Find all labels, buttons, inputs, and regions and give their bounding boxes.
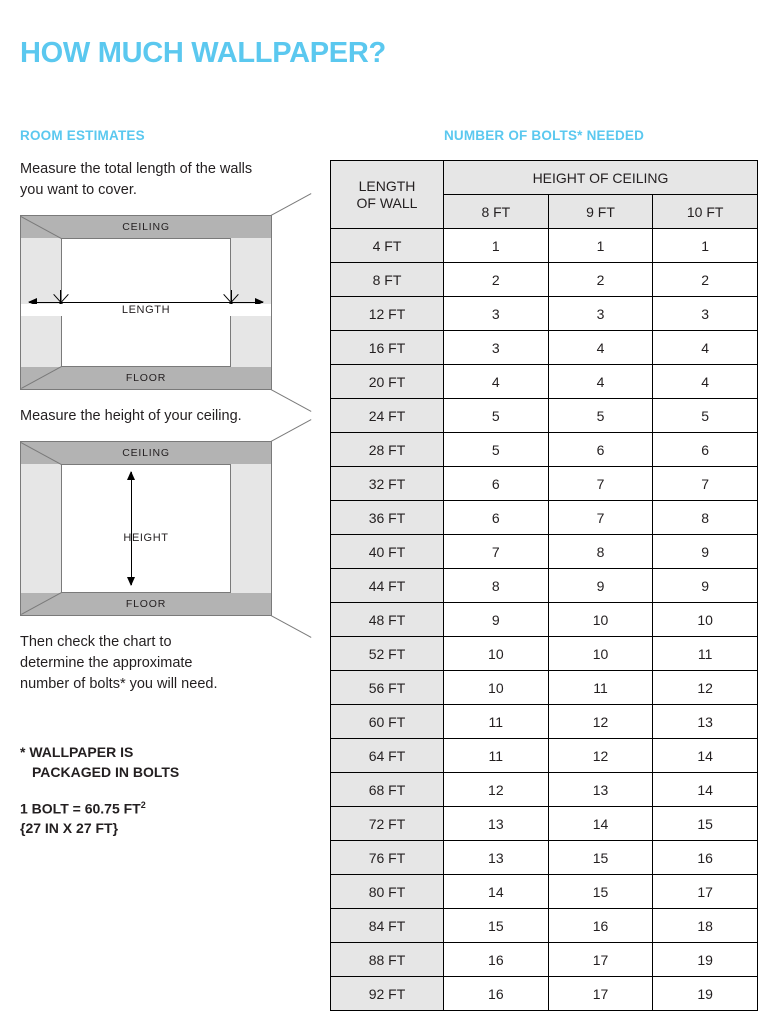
row-length-label: 28 FT [331, 433, 444, 467]
table-row [331, 841, 758, 875]
bolts-cell: 16 [444, 943, 549, 977]
room-diagram-length [20, 215, 272, 390]
bolts-cell: 5 [444, 433, 549, 467]
bolts-cell: 19 [653, 977, 758, 1011]
bolts-cell: 11 [548, 671, 653, 705]
bolts-cell: 11 [444, 739, 549, 773]
table-row [331, 365, 758, 399]
table-row [331, 263, 758, 297]
bolts-cell: 7 [548, 501, 653, 535]
column-header-9ft: 9 FT [548, 195, 653, 229]
row-length-label: 32 FT [331, 467, 444, 501]
bolts-cell: 2 [444, 263, 549, 297]
perspective-line-br [271, 389, 312, 412]
row-length-label: 48 FT [331, 603, 444, 637]
footnote-line-1: * WALLPAPER IS [20, 744, 134, 761]
table-row [331, 739, 758, 773]
bolt-conversion [20, 799, 310, 839]
table-row [331, 909, 758, 943]
length-of-wall-header [331, 161, 444, 229]
bolts-table-column [330, 128, 758, 1011]
row-length-label: 84 FT [331, 909, 444, 943]
table-row [331, 603, 758, 637]
bolts-cell: 16 [444, 977, 549, 1011]
table-header-row-1 [331, 161, 758, 195]
bolts-cell: 4 [653, 365, 758, 399]
bolts-cell: 12 [548, 739, 653, 773]
bolts-table-body [331, 229, 758, 1011]
height-label: HEIGHT [123, 532, 169, 545]
table-row [331, 229, 758, 263]
bolts-cell: 2 [548, 263, 653, 297]
bolts-cell: 13 [548, 773, 653, 807]
bolts-cell: 11 [653, 637, 758, 671]
bolts-cell: 5 [444, 399, 549, 433]
bolts-cell: 2 [653, 263, 758, 297]
bolts-cell: 6 [653, 433, 758, 467]
table-row [331, 875, 758, 909]
ceiling-label-2: CEILING [122, 447, 170, 460]
bolts-cell: 13 [653, 705, 758, 739]
bolts-cell: 9 [653, 569, 758, 603]
table-row [331, 501, 758, 535]
bolts-cell: 12 [444, 773, 549, 807]
row-length-label: 4 FT [331, 229, 444, 263]
bolts-cell: 13 [444, 841, 549, 875]
length-arrow [29, 302, 263, 303]
bolts-cell: 1 [548, 229, 653, 263]
bolts-cell: 11 [444, 705, 549, 739]
instruction-check-chart: Then check the chart to determine the approximate number of bolts* you will need. [20, 634, 218, 693]
instruction-measure-height: Measure the height of your ceiling. [20, 408, 242, 425]
ceiling-label: CEILING [122, 221, 170, 234]
row-length-label: 16 FT [331, 331, 444, 365]
floor-label-2: FLOOR [125, 598, 167, 611]
room-wall-left-2 [21, 442, 61, 615]
table-row [331, 467, 758, 501]
floor-label: FLOOR [125, 372, 167, 385]
height-arrow [131, 472, 132, 585]
bolts-cell: 4 [548, 331, 653, 365]
table-row [331, 705, 758, 739]
row-length-label: 56 FT [331, 671, 444, 705]
bolts-cell: 12 [548, 705, 653, 739]
bolts-cell: 4 [653, 331, 758, 365]
bolts-cell: 1 [444, 229, 549, 263]
column-header-8ft: 8 FT [444, 195, 549, 229]
row-length-label: 72 FT [331, 807, 444, 841]
room-wall-right-2 [231, 442, 271, 615]
bolts-cell: 6 [444, 501, 549, 535]
bolts-cell: 12 [653, 671, 758, 705]
bolts-cell: 10 [444, 637, 549, 671]
room-estimates-heading: ROOM ESTIMATES [20, 128, 145, 143]
page-title: HOW MUCH WALLPAPER? [20, 37, 386, 70]
bolts-cell: 10 [653, 603, 758, 637]
table-row [331, 977, 758, 1011]
perspective-line-tr-2 [271, 419, 312, 442]
row-length-label: 24 FT [331, 399, 444, 433]
row-length-label: 8 FT [331, 263, 444, 297]
bolts-cell: 16 [548, 909, 653, 943]
bolts-cell: 15 [444, 909, 549, 943]
bolt-area-text: 1 BOLT = 60.75 FT [20, 800, 141, 817]
row-length-label: 76 FT [331, 841, 444, 875]
perspective-line-tr [271, 193, 312, 216]
length-header-line-2: OF WALL [356, 194, 418, 211]
bolts-cell: 16 [653, 841, 758, 875]
bolts-cell: 6 [548, 433, 653, 467]
table-row [331, 807, 758, 841]
row-length-label: 44 FT [331, 569, 444, 603]
room-estimates-column [20, 128, 310, 839]
footnote-line-2: PACKAGED IN BOLTS [32, 763, 180, 780]
row-length-label: 52 FT [331, 637, 444, 671]
row-length-label: 12 FT [331, 297, 444, 331]
table-row [331, 569, 758, 603]
bolts-cell: 17 [548, 977, 653, 1011]
row-length-label: 88 FT [331, 943, 444, 977]
table-row [331, 433, 758, 467]
column-header-10ft: 10 FT [653, 195, 758, 229]
table-row [331, 637, 758, 671]
bolts-table [330, 160, 758, 1011]
perspective-line-br-2 [271, 615, 312, 638]
bolts-cell: 9 [653, 535, 758, 569]
table-row [331, 535, 758, 569]
row-length-label: 20 FT [331, 365, 444, 399]
table-row [331, 399, 758, 433]
room-back-wall-2 [61, 464, 231, 593]
bolts-cell: 10 [444, 671, 549, 705]
bolts-cell: 13 [444, 807, 549, 841]
bolts-cell: 6 [444, 467, 549, 501]
bolts-cell: 18 [653, 909, 758, 943]
bolts-cell: 8 [548, 535, 653, 569]
bolt-dimensions-text: {27 IN X 27 FT} [20, 820, 119, 837]
table-row [331, 773, 758, 807]
bolts-cell: 9 [444, 603, 549, 637]
bolts-cell: 19 [653, 943, 758, 977]
length-header-line-1: LENGTH [358, 177, 416, 194]
bolts-cell: 4 [444, 365, 549, 399]
bolts-cell: 15 [548, 875, 653, 909]
bolts-cell: 9 [548, 569, 653, 603]
bolts-cell: 5 [548, 399, 653, 433]
bolts-cell: 14 [653, 773, 758, 807]
bolts-cell: 8 [653, 501, 758, 535]
bolts-cell: 1 [653, 229, 758, 263]
bolts-cell: 7 [653, 467, 758, 501]
bolts-cell: 3 [653, 297, 758, 331]
bolts-cell: 5 [653, 399, 758, 433]
bolts-cell: 7 [444, 535, 549, 569]
bolt-area-exponent: 2 [140, 799, 146, 810]
room-diagram-height [20, 441, 272, 616]
wallpaper-footnote [20, 743, 310, 783]
table-row [331, 331, 758, 365]
bolts-cell: 3 [444, 297, 549, 331]
instruction-measure-length: Measure the total length of the walls you want to cover. [20, 161, 253, 199]
table-row [331, 297, 758, 331]
bolts-cell: 15 [548, 841, 653, 875]
length-label: LENGTH [21, 304, 271, 316]
bolts-cell: 14 [548, 807, 653, 841]
row-length-label: 92 FT [331, 977, 444, 1011]
bolts-table-head [331, 161, 758, 229]
bolts-cell: 8 [444, 569, 549, 603]
row-length-label: 40 FT [331, 535, 444, 569]
bolts-cell: 14 [653, 739, 758, 773]
bolts-table-heading: NUMBER OF BOLTS* NEEDED [443, 128, 645, 143]
bolts-cell: 10 [548, 637, 653, 671]
row-length-label: 64 FT [331, 739, 444, 773]
row-length-label: 36 FT [331, 501, 444, 535]
bolts-cell: 4 [548, 365, 653, 399]
bolts-cell: 15 [653, 807, 758, 841]
bolts-cell: 10 [548, 603, 653, 637]
bolts-cell: 3 [548, 297, 653, 331]
table-row [331, 671, 758, 705]
row-length-label: 80 FT [331, 875, 444, 909]
height-of-ceiling-header: HEIGHT OF CEILING [444, 161, 758, 195]
table-row [331, 943, 758, 977]
bolts-cell: 17 [653, 875, 758, 909]
bolts-cell: 3 [444, 331, 549, 365]
bolts-cell: 14 [444, 875, 549, 909]
row-length-label: 60 FT [331, 705, 444, 739]
bolts-cell: 17 [548, 943, 653, 977]
row-length-label: 68 FT [331, 773, 444, 807]
bolts-cell: 7 [548, 467, 653, 501]
